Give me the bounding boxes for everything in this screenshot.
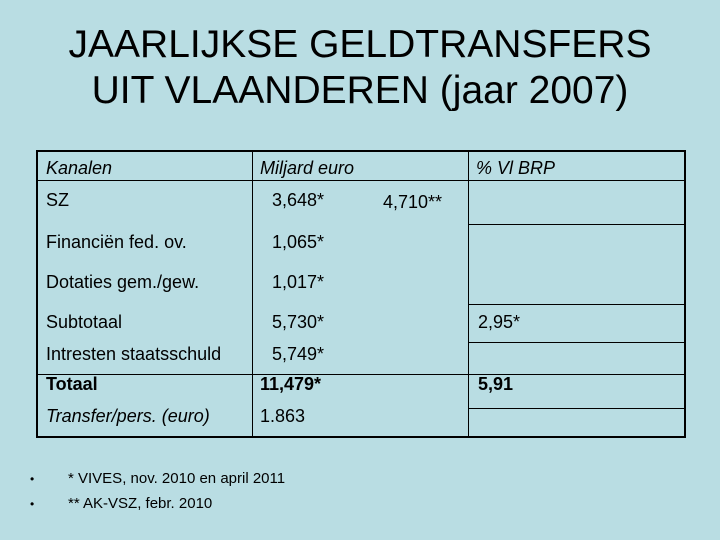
row-pct-subtotaal: 2,95* <box>478 312 521 332</box>
bullet-icon: • <box>30 472 35 486</box>
row-divider <box>38 374 684 375</box>
row-label-transfer-pers: Transfer/pers. (euro) <box>46 406 210 426</box>
row-divider <box>38 180 684 181</box>
row-value-financien: 1,065* <box>272 232 325 252</box>
row-divider <box>468 224 684 225</box>
transfers-table <box>36 150 686 438</box>
column-divider <box>468 152 469 436</box>
row-value-sz: 3,648* <box>272 190 325 210</box>
title-line-1: JAARLIJKSE GELDTRANSFERS <box>68 23 652 66</box>
row-label-financien: Financiën fed. ov. <box>46 232 187 252</box>
footnote-text: ** AK-VSZ, febr. 2010 <box>68 495 213 512</box>
title-line-2: UIT VLAANDEREN (jaar 2007) <box>91 69 629 112</box>
header-kanalen: Kanalen <box>46 158 113 178</box>
footnote-text: * VIVES, nov. 2010 en april 2011 <box>68 470 286 487</box>
row-divider <box>468 304 684 305</box>
row-value-transfer-pers: 1.863 <box>260 406 306 426</box>
row-divider <box>468 408 684 409</box>
bullet-icon: • <box>30 497 35 511</box>
row-label-sz: SZ <box>46 190 70 210</box>
row-label-subtotaal: Subtotaal <box>46 312 123 332</box>
row-label-totaal: Totaal <box>46 374 98 394</box>
row-divider <box>468 342 684 343</box>
row-value-intresten: 5,749* <box>272 344 325 364</box>
row-label-dotaties: Dotaties gem./gew. <box>46 272 200 292</box>
row-label-intresten: Intresten staatsschuld <box>46 344 222 364</box>
header-miljard-euro: Miljard euro <box>260 158 355 178</box>
column-divider <box>252 152 253 436</box>
row-value-totaal: 11,479* <box>260 374 322 394</box>
slide-title <box>0 22 720 114</box>
row-value2-sz: 4,710** <box>383 192 443 212</box>
row-value-subtotaal: 5,730* <box>272 312 325 332</box>
header-pct-brp: % Vl BRP <box>476 158 556 178</box>
row-pct-totaal: 5,91 <box>478 374 514 394</box>
row-value-dotaties: 1,017* <box>272 272 325 292</box>
